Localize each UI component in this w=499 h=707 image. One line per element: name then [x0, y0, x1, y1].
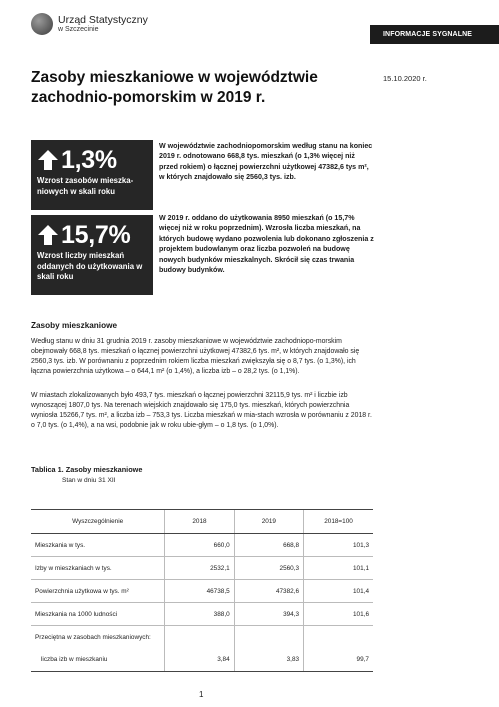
table-title: Tablica 1. Zasoby mieszkaniowe [31, 465, 143, 474]
table-cell: 101,6 [304, 603, 373, 626]
logo-subtitle: w Szczecinie [58, 25, 99, 33]
column-header: 2019 [234, 510, 303, 534]
table-row [31, 626, 373, 649]
table-row [31, 603, 373, 626]
table-cell: 3,83 [234, 649, 303, 672]
page-number: 1 [199, 690, 204, 699]
table-cell: 101,3 [304, 534, 373, 557]
table-cell: 2560,3 [234, 557, 303, 580]
table-header-row [31, 510, 373, 534]
table-cell [234, 626, 303, 649]
body-paragraph: W miastach zlokalizowanych było 493,7 tys. mieszkań o łącznej powierzchni 32115,9 tys. m² i liczbie izb wynoszącej 1807,0 tys. Na terenach wiejskich znajdowało się 175,0 tys. mieszkań, których powierzchnia wyniosła 15266,7 tys. m², a liczba izb – 753,3 tys. Liczba mieszkań w mia-stach wzrosła w porównaniu z 2018 r. o 7,0 tys. (o 1,4%), a na wsi, podobnie jak w roku ubie-głym – o 1,8 tys. (o 1,0%). [31, 392, 372, 430]
table-cell: 99,7 [304, 649, 373, 672]
table-cell: 660,0 [165, 534, 234, 557]
body-paragraph: Według stanu w dniu 31 grudnia 2019 r. zasoby mieszkaniowe w województwie zachodniopo-morskim obejmowały 668,8 tys. mieszkań o łącznej powierzchni użytkowej 47382,6 tys. m², w których znajdowało się 2560,3 tys. izb. W porównaniu z poprzednim rokiem liczba mieszkań zwiększyła się o 8,7 tys. (o 1,3%), ich łączna powierzchnia użytkowa – o 644,1 m² (o 1,4%), a liczba izb – o 28,2 tys. (o 1,1%). [31, 338, 360, 376]
table-cell: 2532,1 [165, 557, 234, 580]
table-cell: 394,3 [234, 603, 303, 626]
housing-table [31, 509, 373, 672]
kpi-value: 15,7% [61, 221, 131, 249]
table-cell [165, 626, 234, 649]
table-row [31, 534, 373, 557]
table-cell: 101,1 [304, 557, 373, 580]
table-cell: 3,84 [165, 649, 234, 672]
column-header: Wyszczególnienie [31, 510, 165, 534]
kpi-description: Wzrost liczby mieszkań oddanych do użytkowania w skali roku [37, 251, 143, 281]
table-cell: Izby w mieszkaniach w tys. [31, 557, 165, 580]
arrow-up-icon [37, 224, 59, 246]
kpi-value: 1,3% [61, 146, 117, 174]
table-row [31, 580, 373, 603]
logo [31, 13, 148, 35]
table-cell: Mieszkania w tys. [31, 534, 165, 557]
table-cell: 101,4 [304, 580, 373, 603]
kpi-description: Wzrost zasobów mieszka-niowych w skali roku [37, 176, 134, 196]
kpi-box-housing-stock [31, 140, 153, 210]
table-cell [304, 626, 373, 649]
publication-type-badge: INFORMACJE SYGNALNE [370, 25, 499, 44]
table-cell: 46738,5 [165, 580, 234, 603]
table-row [31, 649, 373, 672]
column-header: 2018 [165, 510, 234, 534]
kpi-summary-text: W województwie zachodniopomorskim według stanu na koniec 2019 r. odnotowano 668,8 tys. mieszkań (o 1,3% więcej niż przed rokiem) o łącznej powierzchni użytkowej 47382,6 tys m², w których znajdowało się 2560,3 tys. izb. [159, 142, 373, 182]
table-row [31, 557, 373, 580]
arrow-up-icon [37, 149, 59, 171]
table-cell: Przeciętna w zasobach mieszkaniowych: [35, 633, 151, 641]
logo-emblem-icon [31, 13, 53, 35]
logo-name: Urząd Statystyczny [58, 13, 148, 26]
publication-date: 15.10.2020 r. [383, 74, 427, 83]
kpi-box-completed-dwellings [31, 215, 153, 295]
table-cell: 388,0 [165, 603, 234, 626]
table-cell: 668,8 [234, 534, 303, 557]
section-heading: Zasoby mieszkaniowe [31, 321, 118, 330]
table-subtitle: Stan w dniu 31 XII [62, 477, 116, 484]
table-cell: Mieszkania na 1000 ludności [31, 603, 165, 626]
page-title: Zasoby mieszkaniowe w województwie zachodnio-pomorskim w 2019 r. [31, 69, 318, 106]
table-cell: Powierzchnia użytkowa w tys. m² [31, 580, 165, 603]
kpi-summary-text: W 2019 r. oddano do użytkowania 8950 mieszkań (o 15,7% więcej niż w roku poprzednim). Wzrosła liczba mieszkań, na których budowę wydano pozwolenia lub dokonano zgłoszenia z projektem budowlanym oraz liczba pozwoleń na budowę nowych budynków mieszkalnych. Skrócił się czas trwania budowy budynków. [159, 214, 374, 275]
table-cell: 47382,6 [234, 580, 303, 603]
column-header: 2018=100 [304, 510, 373, 534]
table-cell: liczba izb w mieszkaniu [31, 649, 165, 672]
